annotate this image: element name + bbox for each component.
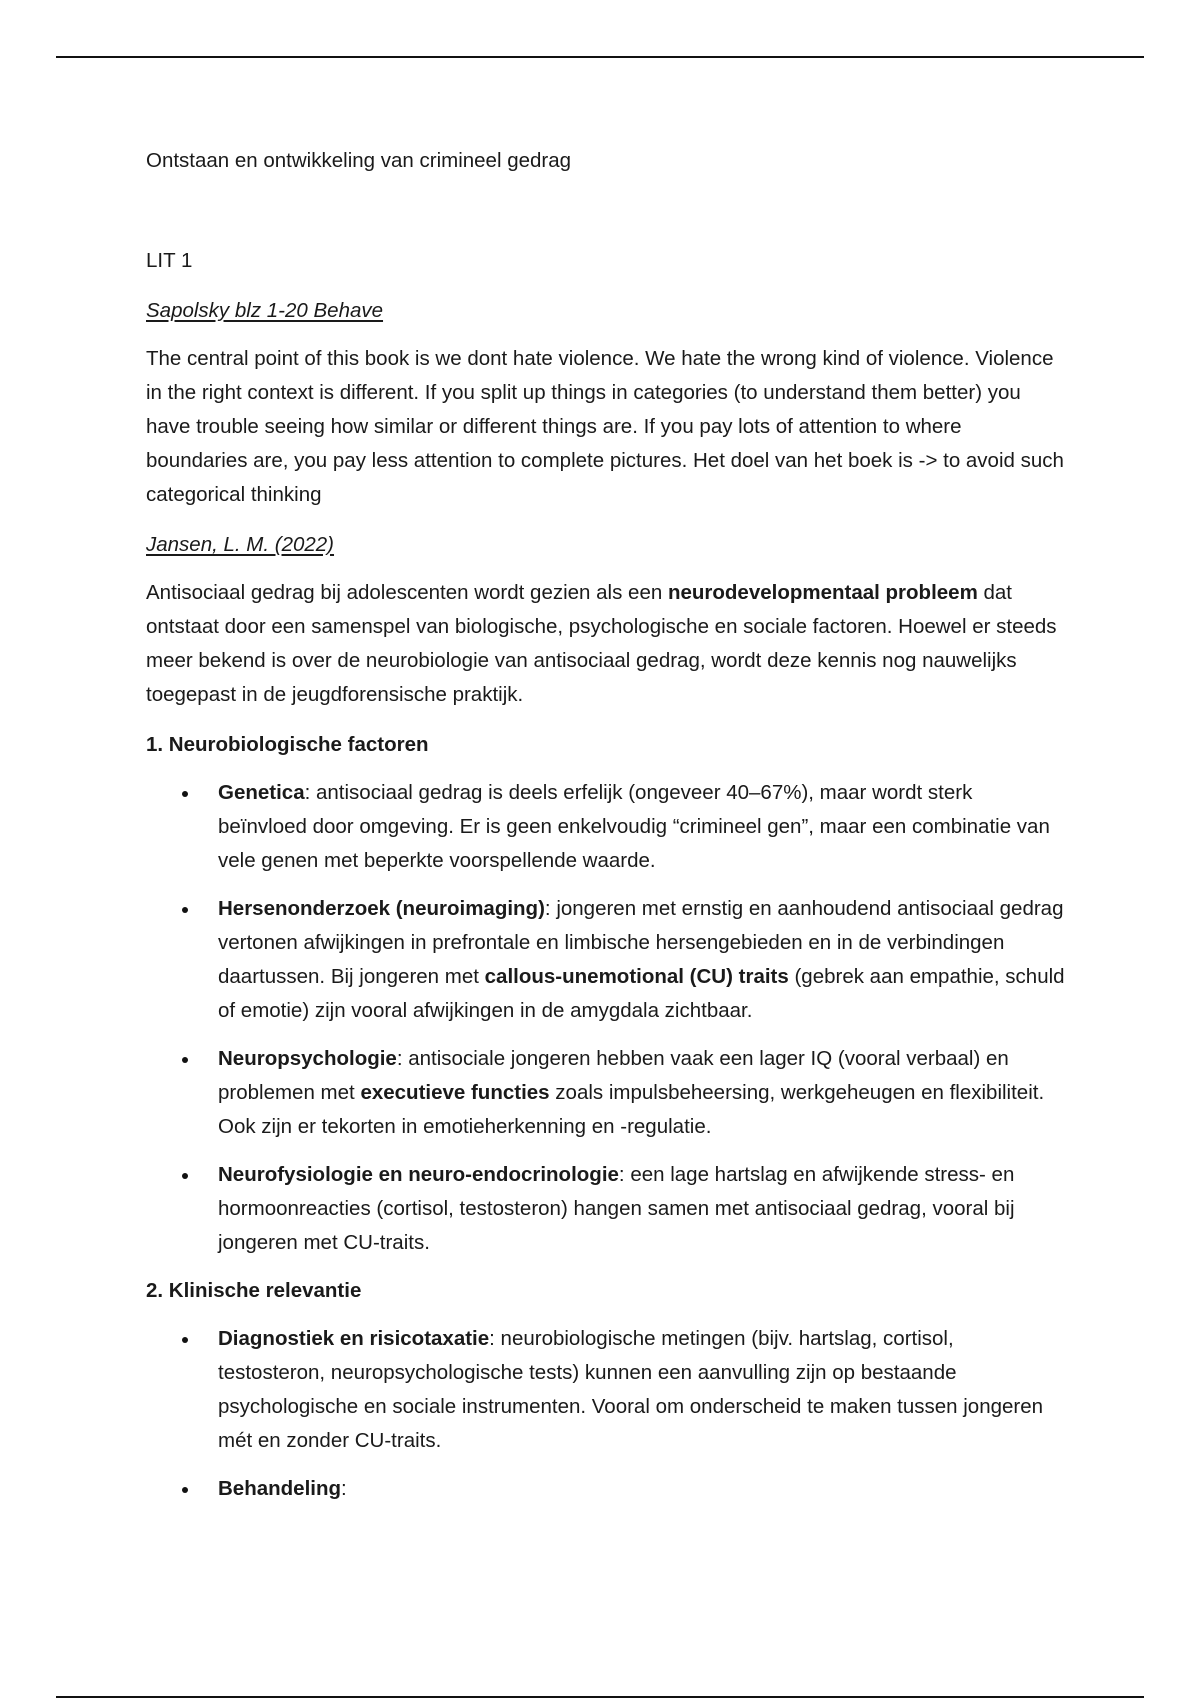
list-item-term: callous-unemotional (CU) traits bbox=[484, 965, 789, 988]
bottom-rule bbox=[56, 1696, 1144, 1698]
list-item-text: : een lage hartslag en afwijkende stress- en hormoonreacties (cortisol, testosteron) hangen samen met antisociaal gedrag, vooral bij jongeren met CU-traits. bbox=[218, 1163, 1015, 1254]
lit-label: LIT 1 bbox=[146, 249, 193, 272]
list-item-term: Neuropsychologie bbox=[218, 1047, 397, 1070]
list-item-term: Diagnostiek en risicotaxatie bbox=[218, 1327, 490, 1350]
paragraph-jansen bbox=[146, 576, 1066, 712]
bullet-icon bbox=[182, 1173, 188, 1179]
document-title: Ontstaan en ontwikkeling van crimineel gedrag bbox=[146, 149, 572, 172]
section-heading-klinische-relevantie: 2. Klinische relevantie bbox=[146, 1279, 362, 1302]
paragraph-sapolsky: The central point of this book is we dont hate violence. We hate the wrong kind of violence. Violence in the right context is different. If you split up things in categories (to understand them better) you have trouble seeing how similar or different things are. If you pay lots of attention to where boundaries are, you pay less attention to complete pictures. Het doel van het boek is -> to avoid such categorical thinking bbox=[146, 347, 1064, 506]
bullet-icon bbox=[182, 1487, 188, 1493]
list-item bbox=[146, 1042, 1066, 1144]
para-text: dat ontstaat door een samenspel van biologische, psychologische en sociale factoren. Hoewel er steeds meer bekend is over de neurobiologie van antisociaal gedrag, wordt deze kennis nog nauwelijks toegepast in de jeugdforensische praktijk. bbox=[146, 581, 1057, 706]
list-item bbox=[146, 892, 1066, 1028]
list-item-term: executieve functies bbox=[360, 1081, 550, 1104]
list-item-text: : antisociaal gedrag is deels erfelijk (ongeveer 40–67%), maar wordt sterk beïnvloed door omgeving. Er is geen enkelvoudig “crimineel gen”, maar een combinatie van vele genen met beperkte voorspellende waarde. bbox=[218, 781, 1050, 872]
list-item bbox=[146, 1472, 1066, 1506]
list-item-text: : antisociale jongeren hebben vaak een lager IQ (vooral verbaal) en problemen met bbox=[218, 1047, 1009, 1104]
list-item-term: Neurofysiologie en neuro-endocrinologie bbox=[218, 1163, 619, 1186]
bullet-list-neurobiologische-factoren bbox=[146, 776, 1066, 1260]
list-item-term: Hersenonderzoek (neuroimaging) bbox=[218, 897, 545, 920]
list-item-text: zoals impulsbeheersing, werkgeheugen en flexibiliteit. Ook zijn er tekorten in emotieherkenning en -regulatie. bbox=[218, 1081, 1045, 1138]
bullet-icon bbox=[182, 1057, 188, 1063]
list-item-text: : jongeren met ernstig en aanhoudend antisociaal gedrag vertonen afwijkingen in prefrontale en limbische hersengebieden en in de verbindingen daartussen. Bij jongeren met bbox=[218, 897, 1064, 988]
bullet-list-klinische-relevantie bbox=[146, 1322, 1066, 1506]
para-bold-term: neurodevelopmentaal probleem bbox=[667, 581, 978, 604]
list-item-text: : neurobiologische metingen (bijv. hartslag, cortisol, testosteron, neuropsychologische tests) kunnen een aanvulling zijn op bestaande psychologische en sociale instrumenten. Vooral om onderscheid te maken tussen jongeren mét en zonder CU-traits. bbox=[218, 1327, 1044, 1452]
reference-jansen: Jansen, L. M. (2022) bbox=[146, 533, 335, 556]
section-heading-neurobiologische-factoren: 1. Neurobiologische factoren bbox=[146, 733, 429, 756]
list-item bbox=[146, 1322, 1066, 1458]
top-rule bbox=[56, 56, 1144, 58]
list-item bbox=[146, 776, 1066, 878]
list-item-text: (gebrek aan empathie, schuld of emotie) zijn vooral afwijkingen in de amygdala zichtbaar. bbox=[218, 965, 1065, 1022]
reference-sapolsky: Sapolsky blz 1-20 Behave bbox=[146, 299, 384, 322]
list-item-text: : bbox=[341, 1477, 347, 1500]
bullet-icon bbox=[182, 791, 188, 797]
para-text: Antisociaal gedrag bij adolescenten wordt gezien als een bbox=[146, 581, 668, 604]
bullet-icon bbox=[182, 1337, 188, 1343]
list-item-term: Behandeling bbox=[218, 1477, 342, 1500]
bullet-icon bbox=[182, 907, 188, 913]
list-item-term: Genetica bbox=[218, 781, 305, 804]
list-item bbox=[146, 1158, 1066, 1260]
document-body bbox=[146, 144, 1066, 1520]
